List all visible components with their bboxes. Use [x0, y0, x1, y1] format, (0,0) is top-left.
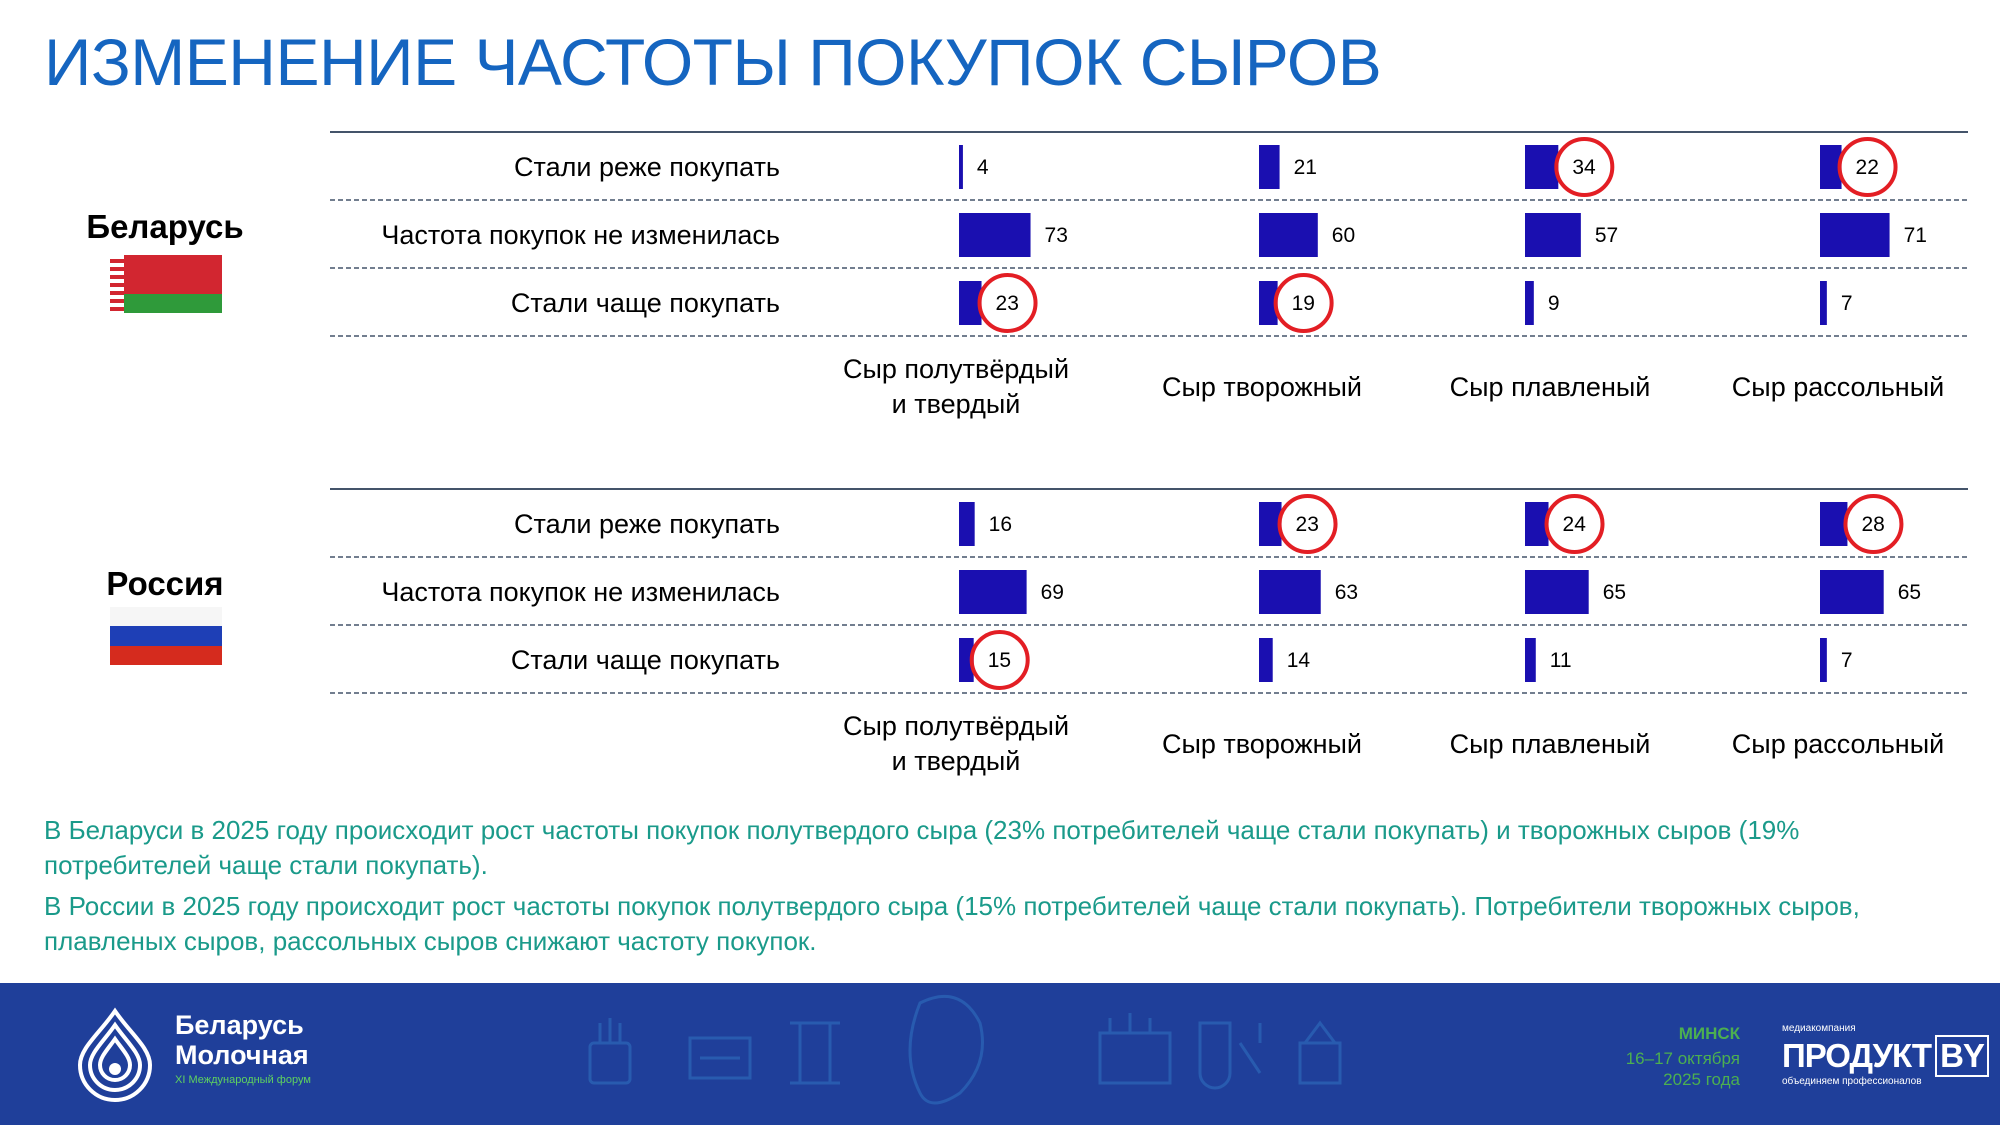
- bar: [959, 213, 1031, 257]
- row-label: Стали реже покупать: [514, 152, 780, 182]
- belarus-molochnaya-logo-icon: [60, 1003, 170, 1103]
- value-label: 23: [995, 292, 1019, 315]
- brand-name: ПРОДУКТ: [1782, 1037, 1932, 1074]
- bar: [1820, 570, 1884, 614]
- row-label: Частота покупок не изменилась: [381, 220, 780, 250]
- bar: [1525, 213, 1581, 257]
- category-label: и твердый: [891, 389, 1021, 419]
- value-label: 24: [1562, 513, 1586, 536]
- bar: [1259, 570, 1321, 614]
- value-label: 23: [1295, 513, 1319, 536]
- value-label: 16: [988, 513, 1013, 536]
- event-year: 2025 года: [1663, 1070, 1740, 1089]
- value-label: 60: [1331, 224, 1356, 247]
- category-label: Сыр полутвёрдый: [842, 354, 1070, 384]
- category-label: Сыр рассольный: [1731, 372, 1945, 402]
- value-label: 21: [1293, 156, 1317, 179]
- bar: [1259, 213, 1318, 257]
- value-label: 7: [1840, 649, 1853, 672]
- value-label: 7: [1840, 292, 1853, 315]
- row-label: Частота покупок не изменилась: [381, 577, 780, 607]
- note-russia: В России в 2025 году происходит рост частоты покупок полутвердого сыра (15% потребителей чаще стали покупать). Потребители творожных сыров, плавленых сыров, рассольных сыров снижают частоту покупок.: [44, 891, 1860, 956]
- logo-subtitle: XI Международный форум: [175, 1074, 311, 1086]
- value-label: 22: [1855, 156, 1879, 179]
- bar: [1259, 145, 1280, 189]
- value-label: 9: [1547, 292, 1560, 315]
- category-label: Сыр творожный: [1161, 372, 1363, 402]
- value-label: 65: [1897, 581, 1922, 604]
- event-city: МИНСК: [1678, 1024, 1740, 1043]
- category-label: и твердый: [891, 746, 1021, 776]
- category-label: Сыр плавленый: [1449, 372, 1651, 402]
- value-label: 57: [1594, 224, 1619, 247]
- bar: [959, 502, 975, 546]
- note-belarus: В Беларуси в 2025 году происходит рост частоты покупок полутвердого сыра (23% потребителей чаще стали покупать) и творожных сыров (19% потребителей чаще стали покупать).: [44, 815, 1800, 880]
- logo-title-line2: Молочная: [175, 1040, 309, 1070]
- category-label: Сыр полутвёрдый: [842, 711, 1070, 741]
- event-dates: 16–17 октября: [1625, 1049, 1740, 1068]
- brand-suffix: BY: [1935, 1035, 1989, 1077]
- value-label: 14: [1286, 649, 1311, 672]
- value-label: 71: [1903, 224, 1927, 247]
- category-label: Сыр рассольный: [1731, 729, 1945, 759]
- value-label: 63: [1334, 581, 1359, 604]
- row-label: Стали чаще покупать: [510, 288, 780, 318]
- value-label: 65: [1602, 581, 1627, 604]
- bar: [1820, 638, 1827, 682]
- bar: [1259, 638, 1273, 682]
- footer: [0, 983, 2000, 1125]
- value-label: 69: [1040, 581, 1064, 604]
- value-label: 34: [1572, 156, 1596, 179]
- bar: [1525, 145, 1558, 189]
- page-title: ИЗМЕНЕНИЕ ЧАСТОТЫ ПОКУПОК СЫРОВ: [44, 25, 1382, 99]
- value-label: 73: [1044, 224, 1068, 247]
- row-label: Стали реже покупать: [514, 509, 780, 539]
- bar: [1525, 638, 1536, 682]
- brand-tagline: объединяем профессионалов: [1782, 1076, 1922, 1087]
- value-label: 15: [987, 649, 1012, 672]
- row-label: Стали чаще покупать: [510, 645, 780, 675]
- value-label: 4: [976, 156, 989, 179]
- bar: [1820, 502, 1847, 546]
- country-label-belarus: Беларусь: [86, 208, 244, 245]
- bar: [1525, 281, 1534, 325]
- bar: [1525, 570, 1589, 614]
- value-label: 28: [1861, 513, 1885, 536]
- bar: [959, 570, 1027, 614]
- brand-caption: медиакомпания: [1782, 1023, 1856, 1034]
- bar: [1820, 213, 1890, 257]
- logo-title-line1: Беларусь: [175, 1010, 304, 1040]
- category-label: Сыр плавленый: [1449, 729, 1651, 759]
- value-label: 19: [1291, 292, 1315, 315]
- value-label: 11: [1549, 649, 1572, 672]
- dairy-industry-icons: [580, 983, 1400, 1125]
- brand-logo: [1782, 1035, 1989, 1077]
- bar: [1820, 281, 1827, 325]
- bar: [959, 145, 963, 189]
- country-label-russia: Россия: [106, 565, 224, 602]
- category-label: Сыр творожный: [1161, 729, 1363, 759]
